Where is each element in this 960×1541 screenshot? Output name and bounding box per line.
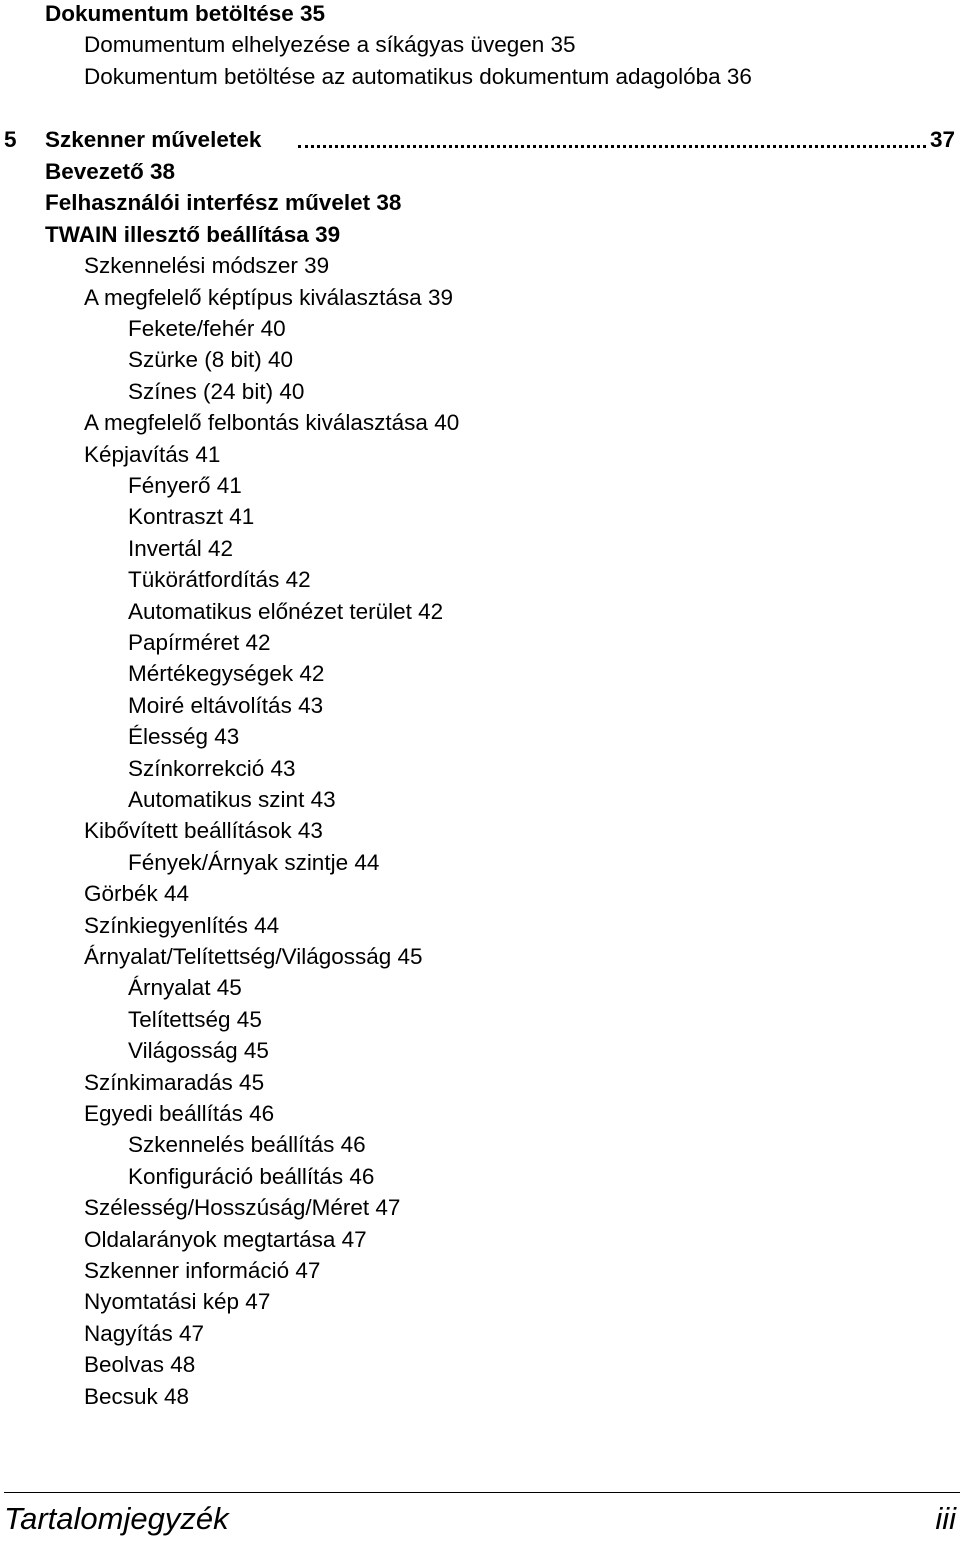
toc-entry[interactable]: Színkorrekció 43 — [128, 755, 296, 781]
toc-entry[interactable]: Árnyalat/Telítettség/Világosság 45 — [84, 944, 423, 969]
toc-entry[interactable]: Oldalarányok megtartása 47 — [84, 1226, 367, 1252]
toc-entry[interactable]: Mértékegységek 42 — [128, 661, 325, 687]
toc-entry[interactable]: Felhasználói interfész művelet 38 — [45, 190, 402, 216]
toc-entry[interactable]: Nagyítás 47 — [84, 1320, 205, 1346]
toc-entry[interactable]: Képjavítás 41 — [84, 441, 221, 467]
toc-entry[interactable]: Beolvas 48 — [84, 1352, 196, 1378]
toc-entry[interactable]: Árnyalat 45 — [128, 975, 242, 1001]
toc-entry[interactable]: Szürke (8 bit) 40 — [128, 347, 294, 373]
toc-entry[interactable]: Tükörátfordítás 42 — [128, 567, 311, 593]
toc-entry[interactable]: Konfiguráció beállítás 46 — [128, 1163, 375, 1189]
chapter-title: Szkenner műveletek — [45, 127, 262, 152]
toc-entry[interactable]: Domumentum elhelyezése a síkágyas üvegen 35 — [84, 32, 576, 58]
toc-entry[interactable]: Színkimaradás 45 — [84, 1069, 265, 1095]
leader-dots — [298, 145, 926, 148]
toc-entry[interactable]: Szélesség/Hosszúság/Méret 47 — [84, 1195, 401, 1221]
toc-entry[interactable]: Színkiegyenlítés 44 — [84, 912, 280, 938]
toc-entry[interactable]: Bevezető 38 — [45, 159, 176, 184]
toc-entry[interactable]: Görbék 44 — [84, 881, 190, 907]
toc-entry[interactable]: Szkennelési módszer 39 — [84, 253, 330, 279]
toc-entry[interactable]: Papírméret 42 — [128, 630, 271, 655]
chapter-number: 5 — [4, 127, 17, 152]
footer-page-number: iii — [935, 1501, 956, 1536]
toc-entry[interactable]: Egyedi beállítás 46 — [84, 1101, 275, 1126]
toc-entry[interactable]: Fekete/fehér 40 — [128, 316, 286, 341]
toc-entry[interactable]: Világosság 45 — [128, 1038, 269, 1064]
toc-entry[interactable]: Invertál 42 — [128, 535, 234, 561]
toc-entry[interactable]: Telítettség 45 — [128, 1006, 262, 1032]
toc-entry[interactable]: Kontraszt 41 — [128, 504, 255, 530]
toc-entry[interactable]: Dokumentum betöltése az automatikus dokumentum adagolóba 36 — [84, 63, 752, 89]
toc-entry[interactable]: Fényerő 41 — [128, 473, 242, 498]
toc-entry[interactable]: Szkenner információ 47 — [84, 1258, 321, 1283]
toc-entry[interactable]: Becsuk 48 — [84, 1383, 190, 1409]
toc-entry[interactable]: A megfelelő képtípus kiválasztása 39 — [84, 284, 453, 310]
toc-entry[interactable]: Dokumentum betöltése 35 — [45, 1, 326, 26]
toc-entry[interactable]: Színes (24 bit) 40 — [128, 378, 305, 404]
toc-entry[interactable]: Kibővített beállítások 43 — [84, 818, 323, 844]
chapter-page-number: 37 — [930, 127, 956, 152]
footer-rule — [4, 1492, 960, 1493]
toc-entry[interactable]: Nyomtatási kép 47 — [84, 1289, 271, 1315]
toc-entry[interactable]: TWAIN illesztő beállítása 39 — [45, 221, 341, 247]
toc-entry[interactable]: Fények/Árnyak szintje 44 — [128, 849, 380, 875]
toc-entry[interactable]: Automatikus szint 43 — [128, 787, 336, 812]
footer-title: Tartalomjegyzék — [4, 1501, 229, 1536]
toc-entry[interactable]: Automatikus előnézet terület 42 — [128, 598, 444, 624]
toc-entry[interactable]: A megfelelő felbontás kiválasztása 40 — [84, 410, 460, 436]
toc-entry[interactable]: Élesség 43 — [128, 724, 240, 750]
toc-entry[interactable]: Szkennelés beállítás 46 — [128, 1132, 366, 1158]
toc-entry[interactable]: Moiré eltávolítás 43 — [128, 692, 324, 718]
